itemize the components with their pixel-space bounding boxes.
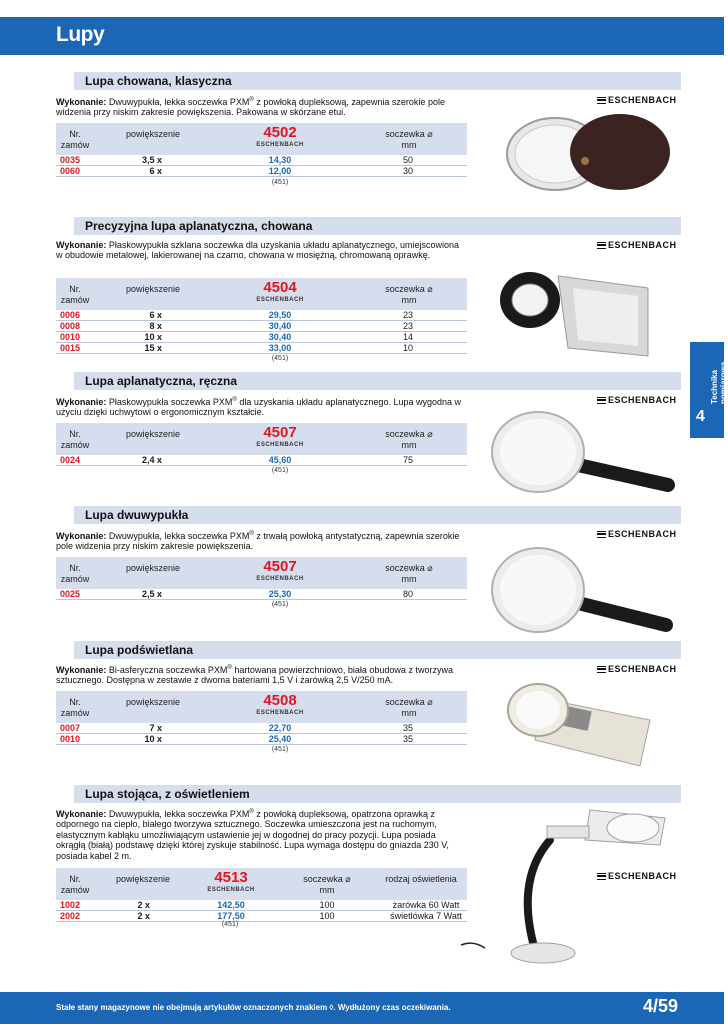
row-power: 10 x xyxy=(144,734,162,744)
footer-note: Stałe stany magazynowe nie obejmują artykułów oznaczonych znakiem ◊. Wydłużony czas oczekiwania. xyxy=(56,1003,451,1012)
row-lens: 75 xyxy=(402,455,413,465)
row-price: 12,00 xyxy=(268,166,292,176)
row-nr: 0025 xyxy=(60,589,81,599)
section-title: Lupa aplanatyczna, ręczna xyxy=(85,374,238,388)
row-lens: 50 xyxy=(402,155,413,165)
brand-mark-icon xyxy=(597,97,606,104)
col-nr: Nr. zamów xyxy=(60,563,90,584)
chapter-tab-number: 4 xyxy=(696,408,705,425)
table-note: (451) xyxy=(271,355,289,362)
desc-label: Wykonanie: xyxy=(56,531,107,541)
row-lens: 35 xyxy=(402,734,413,744)
desc-text: Dwuwypukła, lekka soczewka PXM xyxy=(108,97,250,107)
table-row[interactable] xyxy=(56,332,467,343)
row-price: 22,70 xyxy=(268,723,292,733)
brand-name: ESCHENBACH xyxy=(608,664,677,674)
brand-name: ESCHENBACH xyxy=(608,95,677,105)
code-logo: ESCHENBACH xyxy=(256,710,304,716)
row-lens: 14 xyxy=(402,332,413,342)
row-price: 25,40 xyxy=(268,734,292,744)
table-header xyxy=(56,868,467,900)
table-row[interactable] xyxy=(56,723,467,734)
chapter-tab-label-line1: Technika xyxy=(710,369,719,404)
desc-text: Płaskowypukła szklana soczewka dla uzyskania układu aplanatycznego, umiejscowiona w obudowie metalowej, lakierowanej na czarno, chowana w mosiężną, chromowaną oprawkę. xyxy=(56,240,460,261)
product-code: 4507 xyxy=(263,558,297,575)
table-row[interactable] xyxy=(56,321,467,332)
section-title: Lupa chowana, klasyczna xyxy=(85,74,232,88)
row-power: 2,4 x xyxy=(141,455,162,465)
brand-mark-icon xyxy=(597,242,606,249)
section-header xyxy=(56,641,681,659)
col-lens: soczewka ⌀ mm xyxy=(385,129,433,150)
hand-magnifier-image xyxy=(488,410,683,505)
section-header xyxy=(56,72,681,90)
brand-logo xyxy=(597,395,677,405)
table-row[interactable] xyxy=(56,310,467,321)
table-header xyxy=(56,123,467,155)
code-logo: ESCHENBACH xyxy=(256,576,304,582)
col-power: powiększenie xyxy=(125,284,181,294)
aplanatic-magnifier-image xyxy=(498,268,663,363)
section-title: Lupa stojąca, z oświetleniem xyxy=(85,787,250,801)
table-note: (451) xyxy=(221,921,239,928)
row-price: 25,30 xyxy=(268,589,292,599)
section-marker xyxy=(56,217,74,235)
product-code: 4502 xyxy=(263,124,297,141)
code-logo: ESCHENBACH xyxy=(256,442,304,448)
col-nr: Nr. zamów xyxy=(60,429,90,450)
section-marker xyxy=(56,72,74,90)
table-row[interactable] xyxy=(56,900,467,911)
brand-logo xyxy=(597,664,677,674)
row-price: 30,40 xyxy=(268,321,292,331)
product-description xyxy=(56,95,466,118)
col-lens: soczewka ⌀ mm xyxy=(385,697,433,718)
row-power: 10 x xyxy=(144,332,162,342)
row-lens: 100 xyxy=(319,900,335,910)
desc-text: Bi-asferyczna soczewka PXM xyxy=(108,665,228,675)
row-power: 6 x xyxy=(149,310,162,320)
col-lens: soczewka ⌀ mm xyxy=(385,563,433,584)
row-power: 2,5 x xyxy=(141,589,162,599)
section-title: Precyzyjna lupa aplanatyczna, chowana xyxy=(85,219,313,233)
brand-name: ESCHENBACH xyxy=(608,395,677,405)
product-description xyxy=(56,395,466,418)
row-nr: 0024 xyxy=(60,455,81,465)
product-code: 4504 xyxy=(263,279,297,296)
brand-mark-icon xyxy=(597,397,606,404)
desc-text-cont: z powłoką dupleksową, zapewnia szerokie pole widzenia przy niskim zakresie powiększenia. Pakowana w skórzane etui. xyxy=(56,97,445,118)
col-nr: Nr. zamów xyxy=(60,697,90,718)
desc-label: Wykonanie: xyxy=(56,665,107,675)
page-number: 4/59 xyxy=(643,996,679,1016)
folding-magnifier-image xyxy=(495,116,680,206)
page-header xyxy=(0,17,724,55)
row-power: 2 x xyxy=(137,900,150,910)
brand-name: ESCHENBACH xyxy=(608,240,677,250)
page-footer xyxy=(0,992,724,1024)
row-lens: 10 xyxy=(402,343,413,353)
col-lens: soczewka ⌀ mm xyxy=(385,284,433,305)
brand-name: ESCHENBACH xyxy=(608,529,677,539)
row-light: świetlówka 7 Watt xyxy=(390,911,462,921)
registered-mark: ® xyxy=(249,97,254,103)
standing-lamp-magnifier-image xyxy=(455,800,685,970)
row-lens: 35 xyxy=(402,723,413,733)
table-row[interactable] xyxy=(56,911,467,922)
table-header xyxy=(56,691,467,723)
row-price: 14,30 xyxy=(268,155,292,165)
row-power: 2 x xyxy=(137,911,150,921)
row-price: 33,00 xyxy=(268,343,292,353)
product-description xyxy=(56,529,466,552)
biconvex-magnifier-image xyxy=(488,545,683,645)
row-light: żarówka 60 Watt xyxy=(392,900,460,910)
table-row[interactable] xyxy=(56,734,467,745)
row-lens: 100 xyxy=(319,911,335,921)
desc-label: Wykonanie: xyxy=(56,240,107,250)
desc-text: Dwuwypukła, lekka soczewka PXM xyxy=(108,531,250,541)
row-nr: 0010 xyxy=(60,332,81,342)
row-power: 8 x xyxy=(149,321,162,331)
brand-name: ESCHENBACH xyxy=(608,871,677,881)
table-note: (451) xyxy=(271,601,289,608)
col-nr: Nr. zamów xyxy=(60,874,90,895)
row-power: 3,5 x xyxy=(141,155,162,165)
product-code: 4507 xyxy=(263,424,297,441)
page-title: Lupy xyxy=(56,23,105,46)
row-lens: 23 xyxy=(402,310,413,320)
section-marker xyxy=(56,372,74,390)
table-header xyxy=(56,423,467,455)
col-lens: soczewka ⌀ mm xyxy=(385,429,433,450)
row-nr: 0035 xyxy=(60,155,81,165)
registered-mark: ® xyxy=(249,531,254,537)
col-power: powiększenie xyxy=(125,429,181,439)
row-lens: 23 xyxy=(402,321,413,331)
table-note: (451) xyxy=(271,746,289,753)
chapter-tab[interactable] xyxy=(690,342,728,438)
table-row[interactable] xyxy=(56,343,467,354)
product-code: 4508 xyxy=(263,692,297,709)
col-nr: Nr. zamów xyxy=(60,129,90,150)
row-power: 6 x xyxy=(149,166,162,176)
row-nr: 0006 xyxy=(60,310,81,320)
product-code: 4513 xyxy=(214,869,248,886)
brand-mark-icon xyxy=(597,531,606,538)
code-logo: ESCHENBACH xyxy=(256,297,304,303)
illuminated-magnifier-image xyxy=(500,678,680,768)
col-light: rodzaj oświetlenia xyxy=(385,874,457,884)
desc-text: Dwuwypukła, lekka soczewka PXM xyxy=(108,809,250,819)
table-row[interactable] xyxy=(56,155,467,166)
col-power: powiększenie xyxy=(125,697,181,707)
table-row[interactable] xyxy=(56,455,467,466)
row-price: 30,40 xyxy=(268,332,292,342)
section-header xyxy=(56,217,681,235)
section-header xyxy=(56,506,681,524)
col-power: powiększenie xyxy=(125,563,181,573)
table-header xyxy=(56,278,467,310)
row-nr: 0007 xyxy=(60,723,81,733)
col-lens: soczewka ⌀ mm xyxy=(303,874,351,895)
row-price: 142,50 xyxy=(217,900,245,910)
section-header xyxy=(56,372,681,390)
row-nr: 0060 xyxy=(60,166,81,176)
product-description xyxy=(56,663,466,686)
section-marker xyxy=(56,785,74,803)
code-logo: ESCHENBACH xyxy=(256,142,304,148)
desc-label: Wykonanie: xyxy=(56,97,107,107)
table-note: (451) xyxy=(271,179,289,186)
code-logo: ESCHENBACH xyxy=(207,887,255,893)
row-lens: 80 xyxy=(402,589,413,599)
section-title: Lupa podświetlana xyxy=(85,643,194,657)
row-power: 15 x xyxy=(144,343,162,353)
row-nr: 2002 xyxy=(60,911,81,921)
chapter-tab-label xyxy=(710,324,728,404)
desc-text-cont: z powłoką dupleksową, opatrzona oprawką z odpornego na ciepło, białego tworzywa sztucznego. Soczewka umieszczona jest na ruchomym, elastycznym kabłąku umożliwiającym ustawienie jej w dogodnej do pracy pozycji. Lupa posiada okrągłą (białą) podstawę dzięki której zyskuje stabilność. Lupa wymaga dostępu do gniazda 230 V, posiada kabel 2 m. xyxy=(56,809,449,861)
table-row[interactable] xyxy=(56,589,467,600)
brand-mark-icon xyxy=(597,666,606,673)
col-power: powiększenie xyxy=(115,874,171,884)
chapter-tab-label-line2: pomiarowa xyxy=(719,361,728,404)
table-note: (451) xyxy=(271,467,289,474)
table-header xyxy=(56,557,467,589)
desc-text-cont: hartowana powierzchniowo, biała obudowa z tworzywa sztucznego. Dostępna w zestawie z dwoma bateriami 1,5 V i żarówką 2,5 V/250 mA. xyxy=(56,665,453,686)
desc-text-cont: dla uzyskania układu aplanatycznego. Lupa wygodna w użyciu dzięki uchwytowi o ergonomicznym kształcie. xyxy=(56,397,461,418)
desc-text-cont: z trwałą powłoką antystatyczną, zapewnia szerokie pole widzenia przy niskim zakresie powiększenia. xyxy=(56,531,460,552)
brand-logo xyxy=(597,95,677,105)
row-nr: 0008 xyxy=(60,321,81,331)
section-title: Lupa dwuwypukła xyxy=(85,508,189,522)
desc-label: Wykonanie: xyxy=(56,809,107,819)
registered-mark: ® xyxy=(227,665,232,671)
product-description xyxy=(56,807,466,861)
desc-text: Płaskowypukła soczewka PXM xyxy=(108,397,233,407)
section-marker xyxy=(56,641,74,659)
brand-logo xyxy=(597,240,677,250)
col-nr: Nr. zamów xyxy=(60,284,90,305)
table-row[interactable] xyxy=(56,166,467,177)
row-lens: 30 xyxy=(402,166,413,176)
row-nr: 0015 xyxy=(60,343,81,353)
row-price: 29,50 xyxy=(268,310,292,320)
registered-mark: ® xyxy=(232,397,237,403)
registered-mark: ® xyxy=(249,809,254,815)
row-price: 177,50 xyxy=(217,911,245,921)
row-nr: 1002 xyxy=(60,900,81,910)
brand-logo xyxy=(597,529,677,539)
desc-label: Wykonanie: xyxy=(56,397,107,407)
col-power: powiększenie xyxy=(125,129,181,139)
section-marker xyxy=(56,506,74,524)
row-nr: 0010 xyxy=(60,734,81,744)
row-power: 7 x xyxy=(149,723,162,733)
row-price: 45,60 xyxy=(268,455,292,465)
product-description xyxy=(56,240,466,261)
